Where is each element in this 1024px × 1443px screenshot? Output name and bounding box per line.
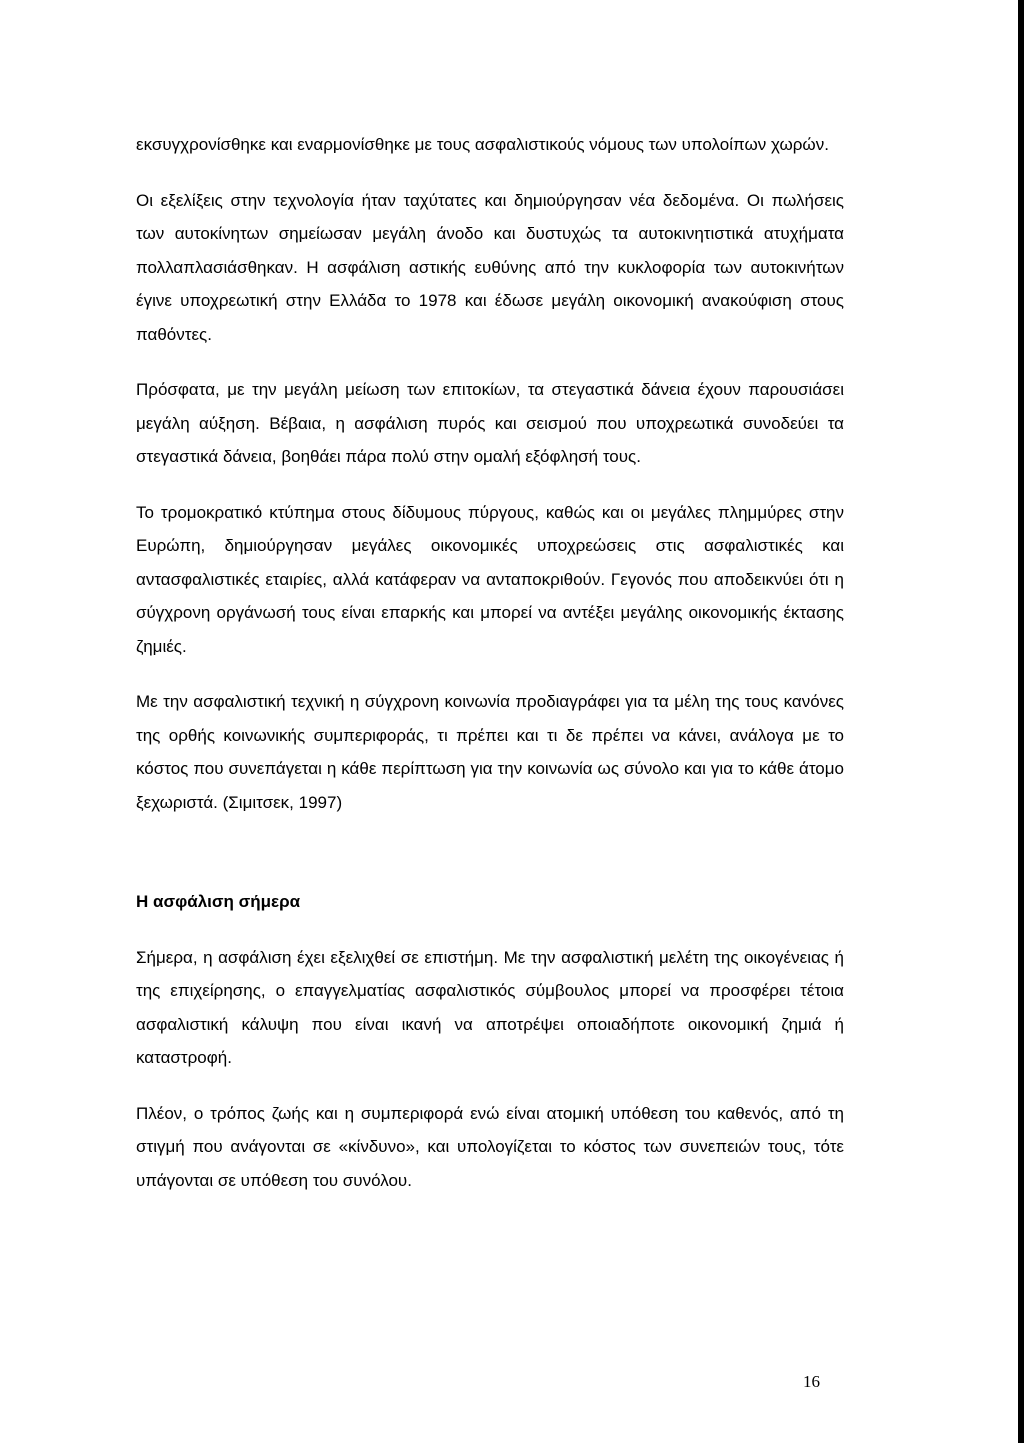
scan-edge [1018, 0, 1024, 1443]
paragraph-4: Το τρομοκρατικό κτύπημα στους δίδυμους πύργους, καθώς και οι μεγάλες πλημμύρες στην Ευρώπη, δημιούργησαν μεγάλες οικονομικές υποχρεώσεις στις ασφαλιστικές και αντασφαλιστικές εταιρίες, αλλά κατάφεραν να ανταποκριθούν. Γεγονός που αποδεικνύει ότι η σύγχρονη οργάνωσή τους είναι επαρκής και μπορεί να αντέξει μεγάλης οικονομικής έκτασης ζημιές. [136, 502, 844, 656]
page-number: 16 [803, 1372, 820, 1391]
section-paragraph-2: Πλέον, ο τρόπος ζωής και η συμπεριφορά ενώ είναι ατομική υπόθεση του καθενός, από τη στιγμή που ανάγονται σε «κίνδυνο», και υπολογίζεται το κόστος των συνεπειών τους, τότε υπάγονται σε υπόθεση του συνόλου. [136, 1103, 844, 1190]
document-body [136, 128, 844, 1219]
paragraph-3: Πρόσφατα, με την μεγάλη μείωση των επιτοκίων, τα στεγαστικά δάνεια έχουν παρουσιάσει μεγάλη αύξηση. Βέβαια, η ασφάλιση πυρός και σεισμού που υποχρεωτικά συνοδεύει τα στεγαστικά δάνεια, βοηθάει πάρα πολύ στην ομαλή εξόφλησή τους. [136, 380, 844, 466]
paragraph-5: Με την ασφαλιστική τεχνική η σύγχρονη κοινωνία προδιαγράφει για τα μέλη της τους κανόνες της ορθής κοινωνικής συμπεριφοράς, τι πρέπει και τι δε πρέπει να κάνει, ανάλογα με το κόστος που συνεπάγεται η κάθε περίπτωση για την κοινωνία ως σύνολο και για το κάθε άτομο ξεχωριστά. (Σιμιτσεκ, 1997) [136, 692, 844, 812]
paragraph-1: εκσυγχρονίσθηκε και εναρμονίσθηκε με τους ασφαλιστικούς νόμους των υπολοίπων χωρών. [136, 135, 829, 154]
section-paragraph-1: Σήμερα, η ασφάλιση έχει εξελιχθεί σε επιστήμη. Με την ασφαλιστική μελέτη της οικογένειας ή της επιχείρησης, ο επαγγελματίας ασφαλιστικός σύμβουλος μπορεί να προσφέρει τέτοια ασφαλιστική κάλυψη που είναι ικανή να αποτρέψει οποιαδήποτε οικονομική ζημιά ή καταστροφή. [136, 947, 844, 1067]
paragraph-2: Οι εξελίξεις στην τεχνολογία ήταν ταχύτατες και δημιούργησαν νέα δεδομένα. Οι πωλήσεις των αυτοκίνητων σημείωσαν μεγάλη άνοδο και δυστυχώς τα αυτοκινητιστικά ατυχήματα πολλαπλασιάσθηκαν. Η ασφάλιση αστικής ευθύνης από την κυκλοφορία των αυτοκινήτων έγινε υποχρεωτική στην Ελλάδα το 1978 και έδωσε μεγάλη οικονομική ανακούφιση στους παθόντες. [136, 190, 844, 344]
section-heading: Η ασφάλιση σήμερα [136, 892, 301, 911]
